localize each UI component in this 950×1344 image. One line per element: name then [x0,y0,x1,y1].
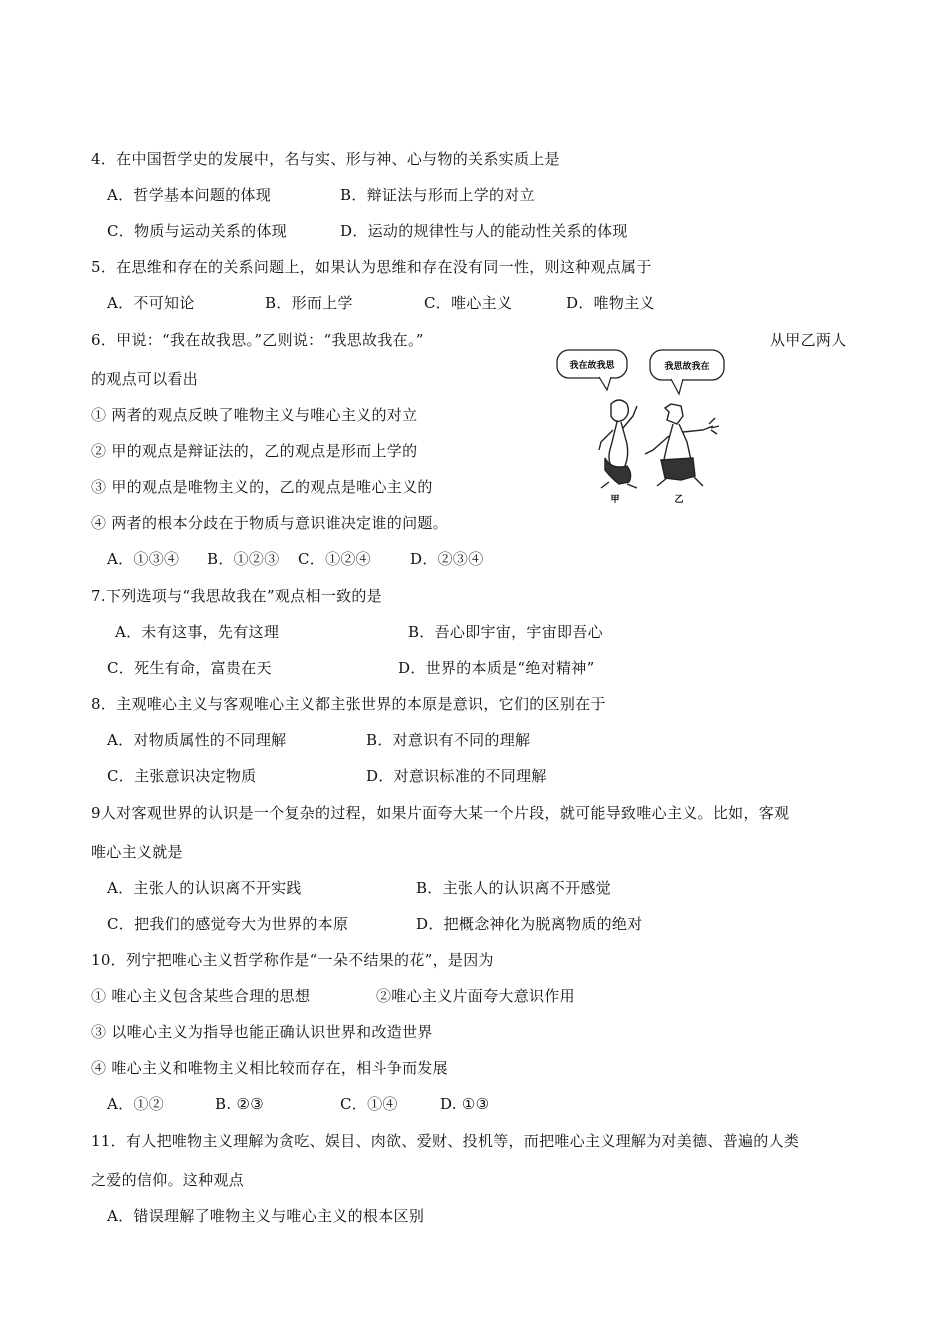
question-11-stem: 11．有人把唯物主义理解为贪吃、娱目、肉欲、爱财、投机等，而把唯心主义理解为对美德、普遍的人类 [91,1132,800,1150]
question-10-option-a: A．①② [107,1095,165,1113]
question-4-stem: 4．在中国哲学史的发展中，名与实、形与神、心与物的关系实质上是 [91,150,560,168]
question-5-option-c: C．唯心主义 [424,294,513,312]
question-10-option-c: C．①④ [340,1095,398,1113]
question-9-option-a: A．主张人的认识离不开实践 [107,879,302,897]
question-8-option-d: D．对意识标准的不同理解 [366,767,547,785]
question-6-statement-4: ④ 两者的根本分歧在于物质与意识谁决定谁的问题。 [91,514,448,532]
question-9-stem-continued: 唯心主义就是 [91,843,183,861]
question-8-option-a: A．对物质属性的不同理解 [107,731,287,749]
question-9-option-c: C．把我们的感觉夸大为世界的本原 [107,915,349,933]
question-9-option-b: B．主张人的认识离不开感觉 [416,879,611,897]
question-6-statement-1: ① 两者的观点反映了唯物主义与唯心主义的对立 [91,406,418,424]
question-4-option-a: A．哲学基本问题的体现 [107,186,272,204]
question-4-option-d: D．运动的规律性与人的能动性关系的体现 [340,222,628,240]
question-6-option-a: A．①③④ [107,550,180,568]
question-6-stem-right: 从甲乙两人 [770,331,847,349]
question-7-option-d: D．世界的本质是“绝对精神” [398,659,595,677]
figure-right-label: 乙 [674,495,684,505]
question-10-statement-1: ① 唯心主义包含某些合理的思想 [91,987,311,1005]
question-6-stem: 6．甲说：“我在故我思。”乙则说：“我思故我在。” [91,331,424,349]
question-10-option-d: D. ①③ [440,1095,490,1113]
question-7-stem: 7.下列选项与“我思故我在”观点相一致的是 [91,587,382,605]
question-7-option-c: C．死生有命，富贵在天 [107,659,272,677]
question-6-option-c: C．①②④ [298,550,371,568]
question-4-option-b: B．辩证法与形而上学的对立 [340,186,535,204]
question-10-statement-4: ④ 唯心主义和唯物主义相比较而存在，相斗争而发展 [91,1059,448,1077]
figure-left-label: 甲 [610,495,620,505]
question-9-option-d: D．把概念神化为脱离物质的绝对 [416,915,643,933]
figure-left [599,400,637,488]
philosophers-cartoon [553,346,733,506]
question-8-stem: 8．主观唯心主义与客观唯心主义都主张世界的本原是意识，它们的区别在于 [91,695,606,713]
question-6-statement-2: ② 甲的观点是辩证法的，乙的观点是形而上学的 [91,442,418,460]
question-4-option-c: C．物质与运动关系的体现 [107,222,288,240]
question-10-statement-2: ②唯心主义片面夸大意识作用 [376,987,575,1005]
question-10-statement-3: ③ 以唯心主义为指导也能正确认识世界和改造世界 [91,1023,433,1041]
question-7-option-b: B．吾心即宇宙，宇宙即吾心 [408,623,603,641]
question-8-option-b: B．对意识有不同的理解 [366,731,531,749]
question-6-option-d: D．②③④ [410,550,484,568]
question-5-stem: 5．在思维和存在的关系问题上，如果认为思维和存在没有同一性，则这种观点属于 [91,258,652,276]
question-7-option-a: A．未有这事，先有这理 [115,623,280,641]
question-10-option-b: B. ②③ [215,1095,264,1113]
question-5-option-b: B．形而上学 [265,294,353,312]
question-5-option-a: A．不可知论 [107,294,195,312]
question-8-option-c: C．主张意识决定物质 [107,767,257,785]
question-6-option-b: B．①②③ [207,550,280,568]
question-11-option-a: A．错误理解了唯物主义与唯心主义的根本区别 [107,1207,425,1225]
question-9-stem: 9人对客观世界的认识是一个复杂的过程，如果片面夸大某一个片段，就可能导致唯心主义。比如，客观 [91,804,790,822]
figure-right [645,404,719,486]
question-6-stem-continued: 的观点可以看出 [91,370,199,388]
question-5-option-d: D．唯物主义 [566,294,655,312]
question-10-stem: 10．列宁把唯心主义哲学称作是“一朵不结果的花”，是因为 [91,951,494,969]
question-11-stem-continued: 之爱的信仰。这种观点 [91,1171,245,1189]
speech-bubble-left-text: 我在故我思 [569,361,615,371]
speech-bubble-right-text: 我思故我在 [664,362,710,372]
question-6-statement-3: ③ 甲的观点是唯物主义的，乙的观点是唯心主义的 [91,478,433,496]
